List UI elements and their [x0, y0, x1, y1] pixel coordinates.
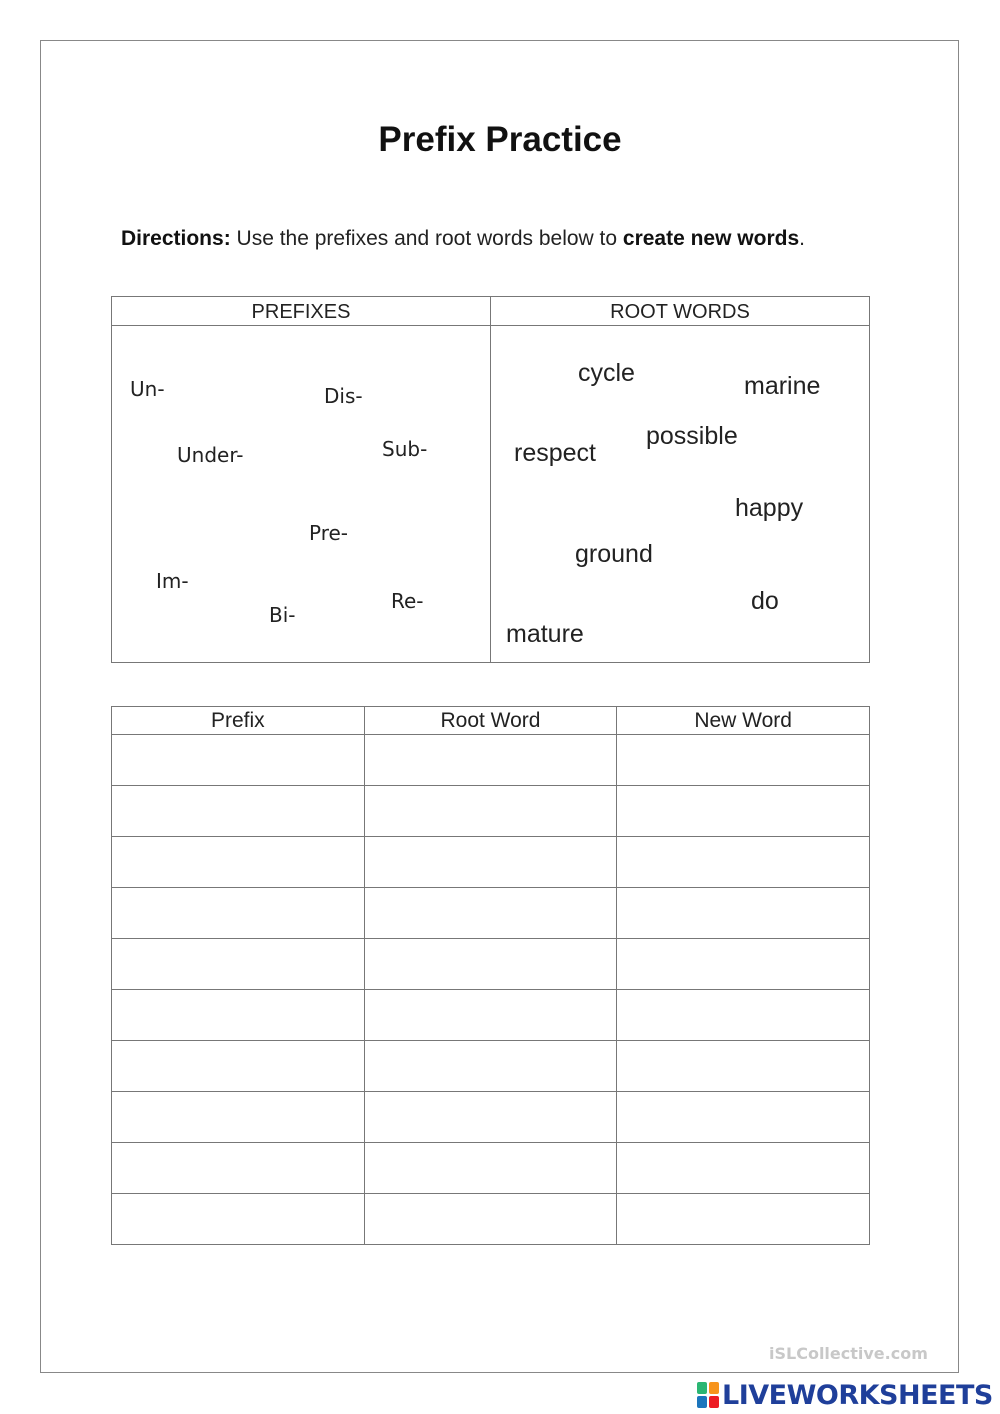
root-word-cell[interactable]: [364, 888, 617, 939]
header-prefix: Prefix: [112, 707, 365, 735]
prefix-un: Un-: [130, 377, 165, 401]
answer-table-header-row: [112, 707, 870, 735]
header-new-word: New Word: [617, 707, 870, 735]
directions-emphasis: create new words: [622, 227, 800, 250]
prefix-cell[interactable]: [112, 939, 365, 990]
answer-row: [112, 939, 870, 990]
prefix-im: Im-: [156, 569, 189, 593]
word-bank-table: [111, 296, 870, 663]
directions-part2: .: [799, 227, 805, 250]
new-word-cell[interactable]: [617, 786, 870, 837]
watermark: iSLCollective.com: [769, 1344, 928, 1363]
answer-row: [112, 1194, 870, 1245]
logo-square-red: [709, 1396, 719, 1408]
prefix-bi: Bi-: [269, 603, 296, 627]
new-word-cell[interactable]: [617, 939, 870, 990]
answer-row: [112, 735, 870, 786]
answer-row: [112, 837, 870, 888]
root-word-cell[interactable]: [364, 1092, 617, 1143]
prefix-dis: Dis-: [324, 384, 363, 408]
prefixes-header: PREFIXES: [251, 301, 351, 323]
root-mature: mature: [506, 620, 584, 648]
prefix-cell[interactable]: [112, 837, 365, 888]
new-word-cell[interactable]: [617, 1194, 870, 1245]
root-word-cell[interactable]: [364, 1194, 617, 1245]
answer-table-body: [112, 735, 870, 1245]
directions-label: Directions:: [121, 227, 231, 250]
prefix-cell[interactable]: [112, 1092, 365, 1143]
liveworksheets-logo-icon: [697, 1382, 719, 1408]
directions-text: [121, 224, 841, 254]
prefix-re: Re-: [391, 589, 424, 613]
prefix-cell[interactable]: [112, 735, 365, 786]
word-bank-divider-vertical: [490, 297, 491, 662]
root-word-cell[interactable]: [364, 939, 617, 990]
prefix-under: Under-: [177, 443, 244, 467]
answer-row: [112, 990, 870, 1041]
directions-part1: Use the prefixes and root words below to: [230, 227, 623, 250]
root-word-cell[interactable]: [364, 735, 617, 786]
root-word-cell[interactable]: [364, 837, 617, 888]
answer-row: [112, 786, 870, 837]
prefix-cell[interactable]: [112, 1143, 365, 1194]
new-word-cell[interactable]: [617, 1092, 870, 1143]
header-root-word: Root Word: [364, 707, 617, 735]
root-word-cell[interactable]: [364, 786, 617, 837]
answer-table: [111, 706, 870, 1245]
root-do: do: [751, 587, 779, 615]
root-marine: marine: [744, 372, 821, 400]
answer-row: [112, 1143, 870, 1194]
page-title: Prefix Practice: [378, 120, 622, 159]
root-word-cell[interactable]: [364, 1143, 617, 1194]
new-word-cell[interactable]: [617, 735, 870, 786]
prefix-cell[interactable]: [112, 888, 365, 939]
logo-square-green: [697, 1382, 707, 1394]
new-word-cell[interactable]: [617, 1041, 870, 1092]
root-words-header: ROOT WORDS: [610, 301, 750, 323]
prefix-sub: Sub-: [382, 437, 428, 461]
prefix-cell[interactable]: [112, 990, 365, 1041]
root-word-cell[interactable]: [364, 990, 617, 1041]
prefix-cell[interactable]: [112, 1194, 365, 1245]
answer-row: [112, 888, 870, 939]
answer-row: [112, 1092, 870, 1143]
root-happy: happy: [735, 494, 804, 522]
logo-square-blue: [697, 1396, 707, 1408]
new-word-cell[interactable]: [617, 990, 870, 1041]
prefix-cell[interactable]: [112, 786, 365, 837]
logo-square-orange: [709, 1382, 719, 1394]
prefix-cell[interactable]: [112, 1041, 365, 1092]
root-ground: ground: [575, 540, 653, 568]
new-word-cell[interactable]: [617, 1143, 870, 1194]
word-bank-divider-horizontal: [112, 325, 869, 326]
new-word-cell[interactable]: [617, 888, 870, 939]
answer-row: [112, 1041, 870, 1092]
root-possible: possible: [646, 422, 738, 450]
brand-name: LIVEWORKSHEETS: [722, 1379, 993, 1411]
new-word-cell[interactable]: [617, 837, 870, 888]
root-cycle: cycle: [578, 359, 635, 387]
brand-logo-block: [697, 1380, 993, 1410]
prefix-pre: Pre-: [309, 521, 349, 545]
root-respect: respect: [514, 439, 596, 467]
root-word-cell[interactable]: [364, 1041, 617, 1092]
